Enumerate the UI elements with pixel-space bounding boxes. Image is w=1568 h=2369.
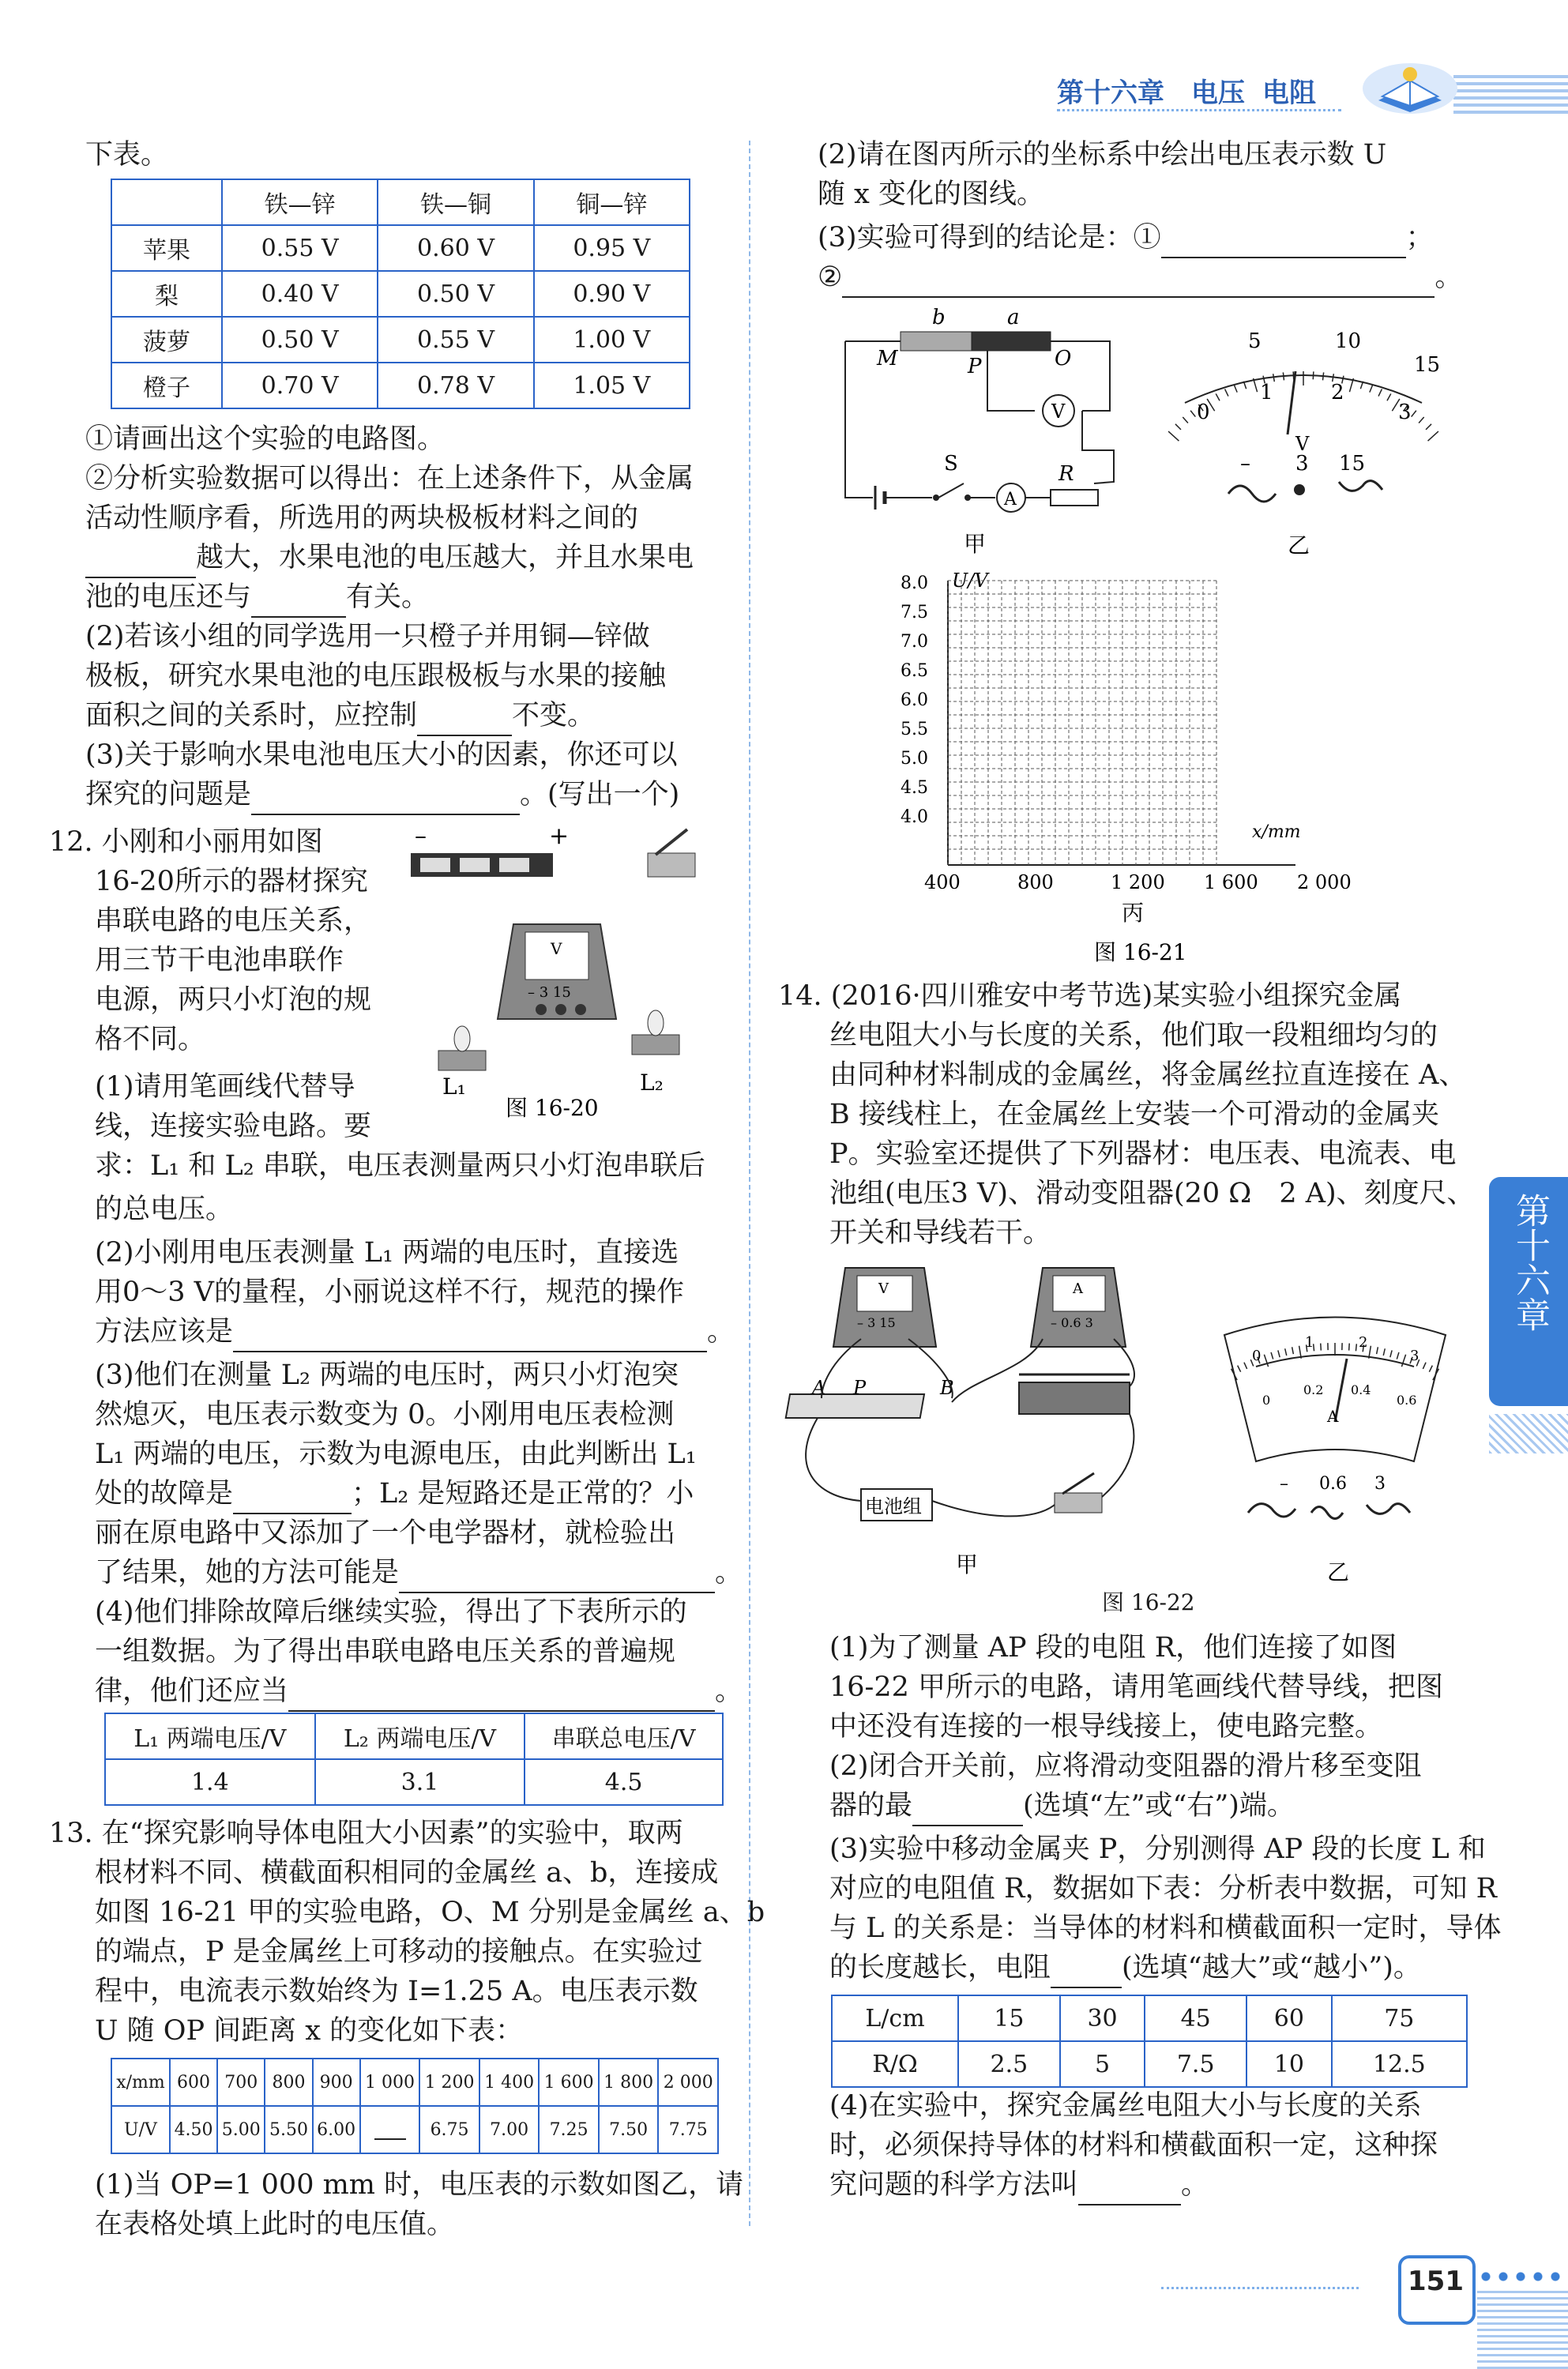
- q12-line: (4)他们排除故障后继续实验，得出了下表所示的: [95, 1596, 687, 1628]
- dial-tick: [1313, 371, 1314, 379]
- voltmeter-scale: – 3 15: [528, 984, 571, 1001]
- table-cell: 梨: [111, 271, 222, 317]
- grid-ytick: 7.0: [901, 632, 928, 652]
- table-cell: 6.75: [419, 2106, 479, 2153]
- dial-label: 2: [1331, 381, 1344, 404]
- q14-line: [829, 2164, 1209, 2205]
- label-jia: 甲: [964, 531, 987, 557]
- dial-tick: [1273, 374, 1275, 382]
- table-cell: 1 200: [419, 2059, 479, 2106]
- side-tab-label: 第十六章: [1510, 1193, 1550, 1332]
- dial-needle: [1288, 371, 1295, 434]
- ammeter-scale: – 0.6 3: [1051, 1315, 1093, 1330]
- dial-label: 1: [1260, 381, 1273, 404]
- q14-text: (选填“左”或“右”)端。: [1023, 1790, 1295, 1822]
- answer-blank[interactable]: [85, 551, 196, 578]
- answer-blank[interactable]: [912, 1799, 1023, 1826]
- table-row: [111, 2106, 718, 2153]
- table-row: [111, 363, 690, 408]
- answer-blank[interactable]: [1078, 2179, 1181, 2205]
- q13r-text: (3)实验可得到的结论是：①: [818, 222, 1161, 254]
- answer-blank[interactable]: [1051, 1961, 1122, 1988]
- q11-line: (2)若该小组的同学选用一只橙子并用铜—锌做: [85, 621, 650, 652]
- book-icon: [1359, 57, 1461, 120]
- table-cell: 铁—锌: [222, 179, 378, 225]
- dial-tick: [1387, 393, 1391, 400]
- dial-tick: [1370, 385, 1373, 392]
- label-yi: 乙: [1327, 1559, 1350, 1585]
- q13-line: 13. 在“探究影响导体电阻大小因素”的实验中，取两: [49, 1818, 683, 1849]
- q12-line: 用三节干电池串联作: [95, 945, 344, 976]
- q13r-line: 随 x 变化的图线。: [818, 179, 1044, 210]
- dial-tick: [1412, 411, 1416, 417]
- dial-label: 0: [1252, 1348, 1262, 1364]
- table-cell: 2.5: [958, 2041, 1060, 2087]
- table-cell: x/mm: [111, 2059, 170, 2106]
- q12-line: 方法应该是 。: [95, 1311, 735, 1352]
- q14-line: (2)闭合开关前，应将滑动变阻器的滑片移至变阻: [829, 1750, 1422, 1782]
- table-cell: 7.25: [539, 2106, 599, 2153]
- series-table: [104, 1713, 724, 1806]
- figure-16-21-grid: [885, 565, 1352, 968]
- voltmeter-scale: – 3 15: [857, 1315, 896, 1330]
- terminal-label: –: [1240, 452, 1250, 476]
- table-row: [832, 2041, 1467, 2087]
- grid-ytick: 8.0: [901, 573, 928, 593]
- voltmeter-icon: [833, 1268, 936, 1347]
- q12-line: 串联电路的电压关系，: [95, 905, 372, 937]
- dial-tick: [1349, 1344, 1350, 1351]
- q12-text: 了结果，她的方法可能是: [95, 1557, 400, 1589]
- q12-line: [95, 1473, 694, 1514]
- battery-label: 电池组: [865, 1495, 922, 1517]
- q11-line: 活动性顺序看，所选用的两块极板材料之间的: [85, 502, 639, 534]
- table-cell: 4.5: [525, 1759, 723, 1805]
- table-cell: 7.75: [658, 2106, 718, 2153]
- label-O: O: [1055, 347, 1072, 370]
- header-stripes: [1453, 74, 1568, 114]
- table-cell: U/V: [111, 2106, 170, 2153]
- bulb-L2-icon: [632, 1010, 679, 1055]
- label-P: P: [968, 355, 982, 378]
- answer-blank[interactable]: [233, 1487, 352, 1514]
- q12-line: 丽在原电路中又添加了一个电学器材，就检验出: [95, 1517, 676, 1549]
- table-cell: 2 000: [658, 2059, 718, 2106]
- grid-yticks: [901, 573, 928, 827]
- q12-line: (2)小刚用电压表测量 L₁ 两端的电压时，直接选: [95, 1237, 679, 1269]
- q14-line: 中还没有连接的一根导线接上，使电路完整。: [829, 1711, 1383, 1743]
- table-cell: 12.5: [1332, 2041, 1467, 2087]
- table-row: [111, 2059, 718, 2106]
- table-cell: 0.50 V: [222, 317, 378, 363]
- figure-16-21-dial: [1153, 316, 1453, 561]
- table-cell: 0.78 V: [378, 363, 533, 408]
- label-S: S: [944, 452, 958, 476]
- dial-tick: [1378, 389, 1382, 397]
- dial-tick: [1426, 424, 1431, 430]
- dial-label: 0: [1262, 1393, 1271, 1408]
- q14-line: P。实验室还提供了下列器材：电压表、电流表、电: [829, 1138, 1457, 1170]
- table-cell: 800: [265, 2059, 312, 2106]
- label-P: P: [853, 1377, 867, 1399]
- answer-blank[interactable]: [233, 1326, 707, 1352]
- dial-tick: [1175, 424, 1181, 430]
- table-cell: 1.05 V: [534, 363, 690, 408]
- q14-line: [829, 1947, 1421, 1988]
- footer-stripes: [1477, 2291, 1568, 2369]
- dial-label: 3: [1410, 1348, 1419, 1364]
- bulb-L1-icon: [438, 1026, 486, 1070]
- label-b: b: [932, 306, 946, 329]
- dial-tick: [1190, 411, 1195, 417]
- figure-caption: 图 16-22: [1102, 1589, 1195, 1615]
- table-cell: 4.50: [170, 2106, 217, 2153]
- label-a: a: [1007, 306, 1020, 329]
- q13-line: U 随 OP 间距离 x 的变化如下表：: [95, 2015, 524, 2047]
- page-number: 151: [1408, 2266, 1464, 2297]
- q11-text: 池的电压还与: [85, 581, 252, 613]
- dial-tick: [1168, 431, 1179, 441]
- q12-line: 16-20所示的器材探究: [95, 866, 368, 897]
- table-cell: 铜—锌: [534, 179, 690, 225]
- table-cell: 7.5: [1145, 2041, 1247, 2087]
- footer-rule: [1161, 2287, 1359, 2289]
- q11-text: 有关。: [346, 581, 430, 613]
- grid-ylabel: U/V: [952, 570, 988, 592]
- grid-xtick: 1 200: [1111, 871, 1165, 893]
- q13-line: 根材料不同、横截面积相同的金属丝 a、b，连接成: [95, 1857, 719, 1889]
- table-cell: 30: [1060, 1995, 1145, 2041]
- header-chapter: 第十六章: [1057, 77, 1164, 109]
- q14-line: (4)在实验中，探究金属丝电阻大小与长度的关系: [829, 2090, 1422, 2122]
- dial-tick: [1225, 389, 1228, 397]
- dial-tick: [1216, 393, 1220, 400]
- ammeter-label: A: [1073, 1280, 1083, 1297]
- q14-text: (选填“越大”或“越小”)。: [1122, 1952, 1421, 1984]
- table-cell: 0.55 V: [222, 225, 378, 271]
- q13-line: (1)当 OP=1 000 mm 时，电压表的示数如图乙，请: [95, 2169, 744, 2201]
- q12-line: 的总电压。: [95, 1194, 234, 1225]
- terminal-label: 3: [1295, 452, 1309, 476]
- terminal-label: 0.6: [1319, 1474, 1347, 1494]
- q11-line: [85, 774, 679, 815]
- header-rule: [1057, 109, 1341, 111]
- table-cell: L₁ 两端电压/V: [105, 1713, 315, 1759]
- wire-b: [901, 332, 972, 351]
- voltmeter-label: V: [1051, 400, 1066, 423]
- table-cell: 5.50: [265, 2106, 312, 2153]
- q13-line: 的端点，P 是金属丝上可移动的接触点。在实验过: [95, 1936, 703, 1968]
- grid-ytick: 7.5: [901, 603, 928, 622]
- grid-ytick: 4.5: [901, 778, 928, 798]
- header-title2: 电阻: [1262, 77, 1316, 109]
- answer-blank[interactable]: [251, 788, 520, 815]
- table-cell: 700: [217, 2059, 265, 2106]
- label-M: M: [877, 347, 898, 370]
- table-row: [105, 1713, 723, 1759]
- q14-text: 器的最: [829, 1790, 913, 1822]
- q12-line: 用0～3 V的量程，小丽说这样不行，规范的操作: [95, 1277, 684, 1308]
- dial-label: 1: [1305, 1334, 1314, 1351]
- grid-xtick: 800: [1017, 871, 1054, 893]
- table-cell: 75: [1332, 1995, 1467, 2041]
- voltmeter-label: V: [551, 939, 562, 958]
- answer-blank[interactable]: [1161, 231, 1406, 258]
- dial-label: 10: [1335, 329, 1362, 353]
- label-A: A: [812, 1377, 826, 1399]
- xu-table: [111, 2058, 719, 2154]
- table-cell: R/Ω: [832, 2041, 958, 2087]
- table-row: [832, 1995, 1467, 2041]
- table-cell: 7.00: [479, 2106, 540, 2153]
- table-cell: 600: [170, 2059, 217, 2106]
- q14-text: 究问题的科学方法叫: [829, 2169, 1079, 2201]
- voltmeter-label: V: [878, 1280, 889, 1297]
- q14-line: (1)为了测量 AP 段的电阻 R，他们连接了如图: [829, 1632, 1397, 1664]
- ammeter-icon: [1031, 1268, 1126, 1347]
- q12-text: ；L₂ 是短路还是正常的？小: [352, 1478, 694, 1510]
- table-cell: 1 400: [479, 2059, 540, 2106]
- table-cell: 菠萝: [111, 317, 222, 363]
- q14-line: 对应的电阻值 R，数据如下表：分析表中数据，可知 R: [829, 1873, 1497, 1905]
- wire-a: [972, 332, 1051, 351]
- q11-line: (3)关于影响水果电池电压大小的因素，你还可以: [85, 739, 678, 771]
- figure-caption: 图 16-21: [1094, 939, 1187, 965]
- grid-xtick: 2 000: [1297, 871, 1352, 893]
- q14-line: 开关和导线若干。: [829, 1217, 1051, 1249]
- voltmeter-icon: [498, 924, 616, 1019]
- table-cell: 1.00 V: [534, 317, 690, 363]
- lr-table: [831, 1995, 1468, 2088]
- table-cell: 0.95 V: [534, 225, 690, 271]
- q12-line: 电源，两只小灯泡的规: [95, 984, 372, 1016]
- dial-unit: A: [1327, 1407, 1339, 1426]
- table-cell: 1 000: [360, 2059, 420, 2106]
- q11-text: 探究的问题是: [85, 779, 252, 810]
- answer-blank[interactable]: [399, 1566, 715, 1593]
- q12-line: (3)他们在测量 L₂ 两端的电压时，两只小灯泡突: [95, 1359, 679, 1391]
- dial-tick: [1428, 431, 1438, 441]
- grid-xtick: 400: [924, 871, 961, 893]
- battery-minus: –: [415, 822, 427, 850]
- q11-line: ①请画出这个实验的电路图。: [85, 423, 446, 455]
- grid-ytick: 6.0: [901, 690, 928, 710]
- dial-tick: [1283, 372, 1284, 380]
- q14-line: 时，必须保持导体的材料和横截面积一定，这种探: [829, 2130, 1438, 2161]
- header-title1: 电压: [1191, 77, 1245, 109]
- q14-line: (3)实验中移动金属夹 P，分别测得 AP 段的长度 L 和: [829, 1833, 1486, 1865]
- terminal-label: 15: [1339, 452, 1366, 476]
- table-cell: 0.70 V: [222, 363, 378, 408]
- dial-tick: [1323, 372, 1324, 380]
- table-cell: 5: [1060, 2041, 1145, 2087]
- q12-line: 求：L₁ 和 L₂ 串联，电压表测量两只小灯泡串联后: [95, 1150, 705, 1182]
- table-cell: 1 600: [539, 2059, 599, 2106]
- fruit-table: [111, 179, 690, 409]
- q14-line: B 接线柱上，在金属丝上安装一个可滑动的金属夹: [829, 1099, 1439, 1130]
- grid-ytick: 5.5: [901, 720, 928, 739]
- switch-icon: [648, 829, 695, 877]
- answer-blank[interactable]: [288, 1685, 715, 1712]
- label-L2: L₂: [640, 1070, 664, 1096]
- dial-unit: V: [1295, 433, 1310, 455]
- answer-blank[interactable]: [251, 591, 346, 618]
- answer-blank[interactable]: [842, 271, 1435, 298]
- q11-line: [85, 695, 595, 736]
- dial-tick: [1183, 417, 1188, 423]
- table-cell: 1.4: [105, 1759, 315, 1805]
- battery-plus: +: [549, 822, 570, 850]
- footer-dots: [1477, 2271, 1564, 2282]
- grid-xticks: [924, 871, 1352, 893]
- q14-line: 池组(电压3 V)、滑动变阻器(20 Ω 2 A)、刻度尺、: [829, 1178, 1475, 1209]
- q14-line: 丝电阻大小与长度的关系，他们取一段粗细均匀的: [829, 1020, 1438, 1051]
- q12-line: L₁ 两端的电压，示数为电源电压，由此判断出 L₁: [95, 1438, 697, 1470]
- q12-line: 然熄灭，电压表示数变为 0。小刚用电压表检测: [95, 1399, 675, 1431]
- figure-16-21-circuit: [829, 300, 1130, 561]
- dial-label: 0.6: [1397, 1393, 1417, 1408]
- table-cell: 0.60 V: [378, 225, 533, 271]
- grid-xtick: 1 600: [1204, 871, 1258, 893]
- table-cell: 7.50: [599, 2106, 659, 2153]
- table-cell: L/cm: [832, 1995, 958, 2041]
- figure-16-20: [395, 822, 727, 1122]
- q13r-text: ；: [1405, 222, 1434, 254]
- q11-line: [85, 537, 694, 578]
- q13r-line: (2)请在图丙所示的坐标系中绘出电压表示数 U: [818, 139, 1387, 171]
- table-cell: 苹果: [111, 225, 222, 271]
- q14-text: 。: [1181, 2169, 1209, 2201]
- q12-line: 一组数据。为了得出串联电路电压关系的普遍规: [95, 1636, 676, 1668]
- table-cell: 0.50 V: [378, 271, 533, 317]
- q13r-text: 。: [1435, 261, 1463, 293]
- table-cell: 橙子: [111, 363, 222, 408]
- q13-line: 程中，电流表示数始终为 I=1.25 A。电压表示数: [95, 1976, 698, 2007]
- side-tab-stripes: [1489, 1414, 1568, 1453]
- q12-text: 处的故障是: [95, 1478, 234, 1510]
- q13r-text: ②: [818, 261, 843, 293]
- table-cell: 15: [958, 1995, 1060, 2041]
- q12-line: (1)请用笔画线代替导: [95, 1071, 355, 1103]
- q12-line: 了结果，她的方法可能是 。: [95, 1552, 743, 1593]
- table-cell: 900: [313, 2059, 360, 2106]
- label-L1: L₁: [442, 1074, 466, 1100]
- q11-text: 。(写出一个): [520, 779, 680, 810]
- table-row: [111, 317, 690, 363]
- q14-line: 14. (2016·四川雅安中考节选)某实验小组探究金属: [778, 980, 1402, 1012]
- dial-label: 2: [1359, 1334, 1368, 1351]
- q14-line: 16-22 甲所示的电路，请用笔画线代替导线，把图: [829, 1671, 1444, 1703]
- q14-line: [829, 1785, 1295, 1826]
- ammeter-label: A: [1004, 490, 1017, 510]
- q12-line: 线，连接实验电路。要: [95, 1111, 372, 1142]
- table-cell: 3.1: [315, 1759, 525, 1805]
- table-cell: 1 800: [599, 2059, 659, 2106]
- left-intro: 下表。: [85, 139, 169, 171]
- q12-line: 律，他们还应当 。: [95, 1671, 743, 1712]
- grid-lines: [948, 581, 1216, 865]
- label-yi: 乙: [1288, 532, 1310, 558]
- dial-label: 3: [1398, 400, 1412, 424]
- table-cell: 0.90 V: [534, 271, 690, 317]
- dial-label: 0.4: [1351, 1382, 1371, 1397]
- q11-text: 不变。: [512, 700, 596, 731]
- table-row: [105, 1759, 723, 1805]
- table-row: [111, 179, 690, 225]
- grid-ytick: 4.0: [901, 807, 928, 827]
- q12-line: 12. 小刚和小丽用如图: [49, 826, 323, 858]
- dial-tick: [1234, 385, 1237, 392]
- switch-icon: [933, 483, 971, 501]
- label-B: B: [940, 1377, 954, 1399]
- rheostat-icon: [1019, 1374, 1130, 1414]
- dial-tick: [1321, 1344, 1322, 1351]
- table-cell: 串联总电压/V: [525, 1713, 723, 1759]
- rheostat-icon: [1051, 490, 1098, 506]
- table-cell: [111, 179, 222, 225]
- q13r-line: [818, 257, 1462, 298]
- figure-16-22-apparatus: [782, 1260, 1161, 1592]
- q13r-line: [818, 217, 1434, 258]
- grid-ytick: 5.0: [901, 749, 928, 769]
- q14-text: 的长度越长，电阻: [829, 1952, 1051, 1984]
- answer-blank[interactable]: [417, 709, 512, 736]
- terminal-label: 3: [1374, 1474, 1386, 1494]
- table-cell: 0.40 V: [222, 271, 378, 317]
- q11-line: 极板，研究水果电池的电压跟极板与水果的接触: [85, 660, 667, 692]
- dial-tick: [1419, 417, 1424, 423]
- table-cell: 45: [1145, 1995, 1247, 2041]
- q12-line: 格不同。: [95, 1024, 206, 1055]
- terminal-label: –: [1280, 1474, 1288, 1494]
- q11-text: 越大，水果电池的电压越大，并且水果电: [196, 542, 694, 573]
- q12-text: 方法应该是: [95, 1316, 234, 1348]
- page-header: [1027, 63, 1568, 126]
- q11-text: 面积之间的关系时，应控制: [85, 700, 418, 731]
- table-cell: 5.00: [217, 2106, 265, 2153]
- table-cell: 10: [1247, 2041, 1332, 2087]
- grid-ytick: 6.5: [901, 661, 928, 681]
- label-jia: 甲: [956, 1551, 979, 1577]
- dial-label: 15: [1414, 353, 1441, 377]
- table-cell: 60: [1247, 1995, 1332, 2041]
- label-bing: 丙: [1122, 900, 1145, 926]
- figure-16-22-dial: [1209, 1303, 1461, 1588]
- dial-label: 0: [1197, 400, 1210, 424]
- figure-caption: 图 16-20: [506, 1095, 599, 1121]
- table-cell: 6.00: [313, 2106, 360, 2153]
- table-cell: L₂ 两端电压/V: [315, 1713, 525, 1759]
- q13-line: 如图 16-21 甲的实验电路，O、M 分别是金属丝 a、b: [95, 1897, 765, 1928]
- q14-line: 与 L 的关系是：当导体的材料和横截面积一定时，导体: [829, 1912, 1502, 1944]
- table-cell: 0.55 V: [378, 317, 533, 363]
- table-cell: 铁—铜: [378, 179, 533, 225]
- q12-text: 律，他们还应当: [95, 1675, 289, 1707]
- grid-xlabel: x/mm: [1252, 822, 1301, 842]
- label-R: R: [1058, 462, 1074, 486]
- q11-line: ②分析实验数据可以得出：在上述条件下，从金属: [85, 463, 694, 494]
- table-row: [111, 271, 690, 317]
- dial-label: 5: [1248, 329, 1262, 353]
- q11-line: [85, 577, 429, 618]
- switch-icon: [1055, 1473, 1102, 1513]
- dial-label: 0.2: [1303, 1382, 1324, 1397]
- q13-line: 在表格处填上此时的电压值。: [95, 2209, 455, 2240]
- table-row: [111, 225, 690, 271]
- answer-blank-cell[interactable]: [360, 2106, 420, 2153]
- q14-line: 由同种材料制成的金属丝，将金属丝拉直连接在 A、: [829, 1059, 1467, 1091]
